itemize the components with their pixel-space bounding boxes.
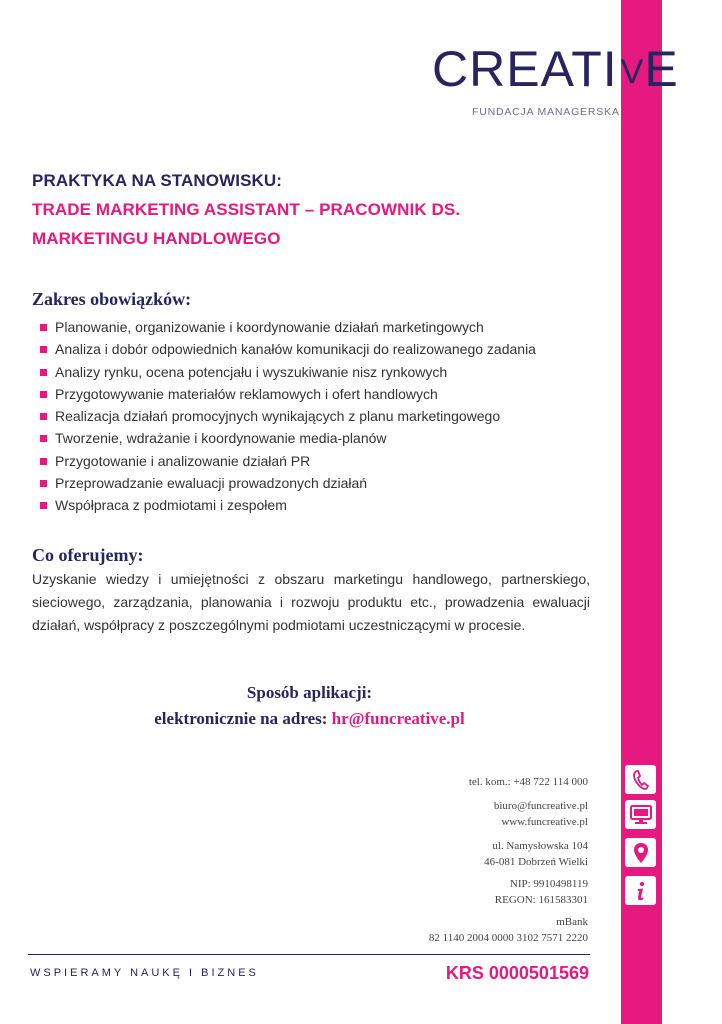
offer-title: Co oferujemy: <box>32 545 144 565</box>
page-title <box>32 166 592 253</box>
monitor-icon <box>625 800 656 829</box>
footer-divider <box>28 954 590 955</box>
application-title: Sposób aplikacji: <box>246 683 373 702</box>
list-item: Przygotowanie i analizowanie działań PR <box>40 450 536 472</box>
side-accent-bar <box>621 0 662 1024</box>
contact-email-link[interactable]: biuro@funcreative.pl <box>493 800 588 812</box>
contact-bank <box>429 914 588 946</box>
list-item: Analizy rynku, ocena potencjału i wyszukiwanie nisz rynkowych <box>40 361 536 383</box>
list-item: Przeprowadzanie ewaluacji prowadzonych działań <box>40 472 536 494</box>
contact-registry <box>495 876 588 908</box>
bank-name: mBank <box>556 916 588 928</box>
phone-icon <box>625 765 656 794</box>
contact-address <box>484 838 588 870</box>
list-item: Współpraca z podmiotami i zespołem <box>40 494 536 516</box>
bullet-icon <box>40 502 47 509</box>
list-item: Przygotowywanie materiałów reklamowych i ofert handlowych <box>40 383 536 405</box>
contact-www-link[interactable]: www.funcreative.pl <box>501 816 588 828</box>
contact-street: ul. Namysłowska 104 <box>492 840 588 852</box>
contact-online <box>494 798 588 830</box>
application-line: elektronicznie na adres: hr@funcreative.pl <box>154 709 465 728</box>
bullet-icon <box>40 369 47 376</box>
list-item: Analiza i dobór odpowiednich kanałów komunikacji do realizowanego zadania <box>40 338 536 360</box>
list-item: Realizacja działań promocyjnych wynikających z planu marketingowego <box>40 405 536 427</box>
title-line-1: PRAKTYKA NA STANOWISKU: <box>32 171 283 190</box>
contact-nip: NIP: 9910498119 <box>509 878 588 890</box>
contact-phone: tel. kom.: +48 722 114 000 <box>468 776 588 788</box>
bullet-icon <box>40 346 47 353</box>
bullet-icon <box>40 435 47 442</box>
application-email-link[interactable]: hr@funcreative.pl <box>331 709 465 728</box>
location-pin-icon <box>625 838 656 867</box>
contact-city: 46-081 Dobrzeń Wielki <box>484 856 588 868</box>
application-info <box>32 680 587 732</box>
title-line-2: TRADE MARKETING ASSISTANT – PRACOWNIK DS. <box>32 200 461 219</box>
list-item: Planowanie, organizowanie i koordynowanie działań marketingowych <box>40 316 536 338</box>
list-item: Tworzenie, wdrażanie i koordynowanie media-planów <box>40 427 536 449</box>
contact-regon: REGON: 161583301 <box>494 894 588 906</box>
logo <box>432 41 692 118</box>
footer-slogan: WSPIERAMY NAUKĘ I BIZNES <box>30 967 259 979</box>
bank-account: 82 1140 2004 0000 3102 7571 2220 <box>428 932 588 944</box>
bullet-icon <box>40 458 47 465</box>
duties-list <box>40 316 536 517</box>
title-line-3: MARKETINGU HANDLOWEGO <box>32 229 281 248</box>
duties-title: Zakres obowiązków: <box>32 289 192 309</box>
logo-subtitle: FUNDACJA MANAGERSKA <box>472 106 620 118</box>
bullet-icon <box>40 391 47 398</box>
logo-wordmark: CREATIVE <box>432 41 679 97</box>
bullet-icon <box>40 480 47 487</box>
info-icon <box>625 876 656 905</box>
offer-text: Uzyskanie wiedzy i umiejętności z obszaru marketingu handlowego, partnerskiego, sieciowego, zarządzania, planowania i rozwoju produktu etc., prowadzenia ewaluacji działań, współpracy z poszczególnymi podmiotami uczestniczącymi w procesie. <box>32 571 590 633</box>
krs-number: KRS 0000501569 <box>445 963 589 983</box>
bullet-icon <box>40 324 47 331</box>
bullet-icon <box>40 413 47 420</box>
